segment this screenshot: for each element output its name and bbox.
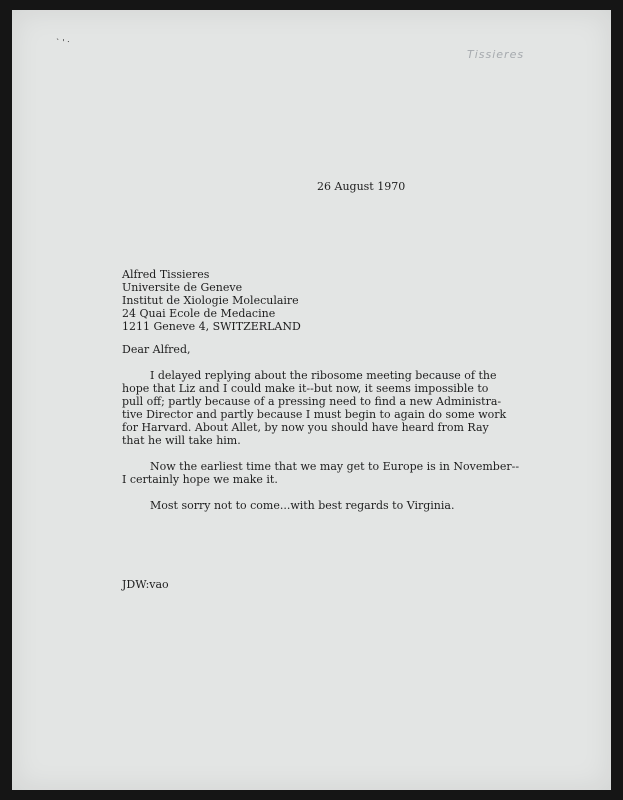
address-line: Alfred Tissieres — [122, 268, 210, 281]
corner-mark: ˋ ' ˑ — [56, 38, 70, 47]
body-paragraph: I delayed replying about the ribosome meeting because of the hope that Liz and I could make it--but now, it seems impossible to pull off; partly because of a pressing need to find a new Administra- tive Director and partly because I must begin to again do some work for Harvard. About Allet, by now you should have heard from Ray that he will take him. — [122, 369, 507, 447]
address-line: Universite de Geneve — [122, 281, 243, 294]
handwritten-note: Tissieres — [467, 48, 525, 61]
address-line: Institut de Xiologie Moleculaire — [122, 294, 299, 307]
address-line: 24 Quai Ecole de Medacine — [122, 307, 276, 320]
typist-initials: JDW:vao — [122, 578, 169, 591]
address-line: 1211 Geneve 4, SWITZERLAND — [122, 320, 301, 333]
salutation: Dear Alfred, — [122, 343, 191, 356]
recipient-address — [122, 268, 301, 333]
letter-body — [122, 369, 532, 525]
letter-date: 26 August 1970 — [317, 180, 406, 193]
body-paragraph: Now the earliest time that we may get to Europe is in November-- I certainly hope we make it. — [122, 460, 520, 486]
letter-page — [12, 10, 611, 790]
body-paragraph: Most sorry not to come...with best regards to Virginia. — [150, 499, 455, 512]
